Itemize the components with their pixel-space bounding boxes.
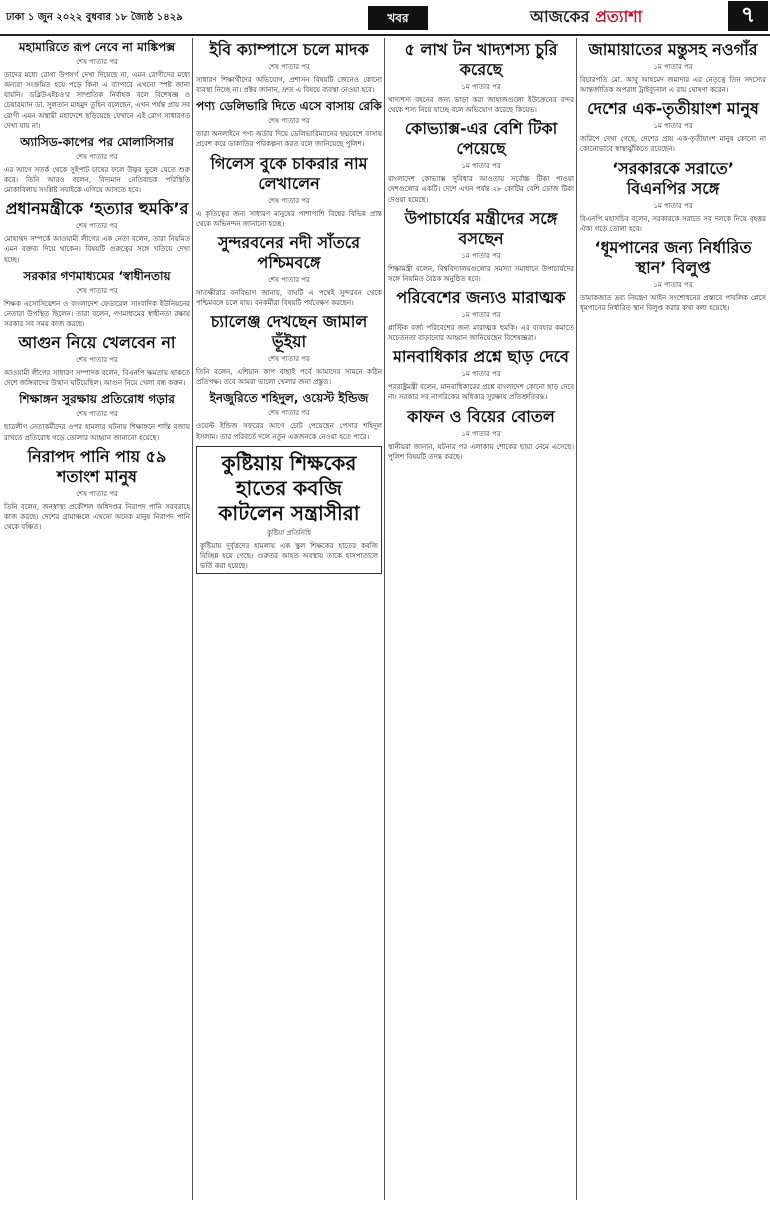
- article-continuation: শেষ পাতার পর: [76, 356, 118, 365]
- article-continuation: শেষ পাতার পর: [268, 409, 310, 418]
- article-headline: ‘ধূমপানের জন্য নির্ধারিত স্থান’ বিলুপ্ত: [594, 237, 752, 277]
- article-body: এর আগে সতর্ক থেকে সুইপাট চাষের ফলে উদ্ভব ভুলে যেতে শুরু করে। তিনি আরও বলেন, বিদ্যমান নেতিবাচক পরিস্থিতি মোকাবিলায় সংশ্লিষ্ট সবাইকে এগিয়ে আসতে হবে।: [4, 165, 190, 195]
- article-body: এ কৃতিত্বের জন্য সাধারণ মানুষের পাশাপাশি বিশ্বের বিভিন্ন প্রান্ত থেকে অভিনন্দন জানানো হচ্ছে।: [196, 209, 382, 228]
- article-continuation: শেষ পাতার পর: [268, 117, 310, 126]
- article-headline: অ্যাসিড-কাপের পর মোলাসিসার: [20, 134, 174, 149]
- article-continuation: ১ম পাতার পর: [461, 429, 501, 438]
- article-body: তারা অনলাইনে পণ্য অর্ডার দিয়ে ডেলিভারিম্যানের ছদ্মবেশে বাসায় প্রবেশ করে ডাকাতির পরিকল্পনা করত বলে জানিয়েছে পুলিশ।: [196, 130, 382, 149]
- article: [388, 288, 574, 343]
- article-body: তিনি বলেন, এশিয়ান কাপ বাছাই পর্বে আমাদের সামনে কঠিন প্রতিপক্ষ। তবে আমরা ভালো খেলার জন্য প্রস্তুত।: [196, 368, 382, 387]
- article-headline: ইবি ক্যাম্পাসে চলে মাদক: [209, 40, 369, 59]
- article-headline: প্রধানমন্ত্রীকে ‘হত্যার হুমকি’র: [5, 199, 189, 219]
- article: [196, 154, 382, 229]
- article-body: স্থানীয়রা জানান, ঘটনার পর এলাকায় শোকের ছায়া নেমে এসেছে। পুলিশ বিষয়টি তদন্ত করছে।: [388, 442, 574, 461]
- column-3: [388, 38, 574, 1200]
- article-headline: নিরাপদ পানি পায় ৫৯ শতাংশ মানুষ: [27, 446, 167, 486]
- article-headline: ‘সরকারকে সরাতে’ বিএনপির সঙ্গে: [612, 158, 734, 198]
- article: [196, 391, 382, 441]
- article: [4, 333, 190, 388]
- article-body: খাদ্যশস্য বহনের জন্য ভাড়া করা জাহাজগুলো ইউক্রেনের বন্দর থেকে শস্য নিয়ে যাচ্ছে বলে অভিযোগ করেছে কিয়েভ।: [388, 96, 574, 115]
- article-headline: ইনজুরিতে শহিদুল, ওয়েস্ট ইন্ডিজ: [209, 391, 369, 406]
- article-continuation: ১ম পাতার পর: [461, 83, 501, 91]
- article-body: বিএনপি মহাসচিব বলেন, সরকারকে সরাতে সব দলকে নিয়ে বৃহত্তর ঐক্য গড়ে তোলা হবে।: [580, 214, 766, 233]
- article-continuation: ১ম পাতার পর: [461, 251, 501, 260]
- article-continuation: শেষ পাতার পর: [76, 222, 118, 231]
- article-headline: সুন্দরবনের নদী সাঁতরে পশ্চিমবঙ্গে: [217, 232, 360, 272]
- article: [196, 40, 382, 95]
- column-2: [196, 38, 382, 1200]
- column-divider: [576, 38, 577, 1200]
- article-continuation: ১ম পাতার পর: [653, 63, 693, 71]
- article-continuation: ১ম পাতার পর: [461, 310, 501, 319]
- article-headline: জামায়াতের মন্তুসহ নওগাঁর: [588, 40, 758, 59]
- article-headline: আগুন নিয়ে খেলবেন না: [18, 333, 176, 353]
- article: [4, 392, 190, 442]
- article-body: আওয়ামী লীগের সাধারণ সম্পাদক বলেন, বিএনপি ক্ষমতায় থাকতে দেশে জঙ্গিবাদের উত্থান ঘটিয়েছিল। আগুন নিয়ে খেলা বন্ধ করুন।: [4, 369, 190, 388]
- article: [388, 347, 574, 402]
- article-continuation: শেষ পাতার পর: [76, 286, 118, 295]
- article-headline: কাফন ও বিয়ের বোতল: [407, 406, 555, 426]
- article-headline: চ্যালেঞ্জ দেখছেন জামাল ভূঁইয়া: [210, 312, 368, 352]
- column-divider: [384, 38, 385, 1200]
- column-4: [580, 38, 766, 1200]
- article-continuation: শেষ পাতার পর: [76, 58, 118, 66]
- article-headline: দেশের এক-তৃতীয়াংশ মানুষ: [587, 99, 759, 119]
- article-headline: কুষ্টিয়ায় শিক্ষকের হাতের কবজি কাটলেন সন্ত্রাসীরা: [218, 450, 360, 525]
- article-headline: পরিবেশের জন্যও মারাত্মক: [396, 287, 566, 307]
- article-continuation: শেষ পাতার পর: [76, 489, 118, 498]
- article-headline: মানবাধিকার প্রশ্নে ছাড় দেবে: [393, 347, 569, 367]
- article-headline: শিক্ষাঙ্গন সুরক্ষায় প্রতিরোধ গড়ার: [19, 392, 175, 407]
- article: [580, 238, 766, 313]
- article: [4, 135, 190, 195]
- article: [196, 99, 382, 149]
- article: [580, 40, 766, 95]
- page-number: ৭: [728, 1, 768, 31]
- article-continuation: ১ম পাতার পর: [653, 122, 693, 131]
- article: [4, 269, 190, 329]
- article: [580, 159, 766, 234]
- article-body: পররাষ্ট্রমন্ত্রী বলেন, মানবাধিকারের প্রশ্নে বাংলাদেশ কোনো ছাড় দেবে না। সরকার সব নাগরিকের অধিকার সুরক্ষায় প্রতিশ্রুতিবদ্ধ।: [388, 383, 574, 402]
- article: [4, 40, 190, 131]
- article: [388, 209, 574, 284]
- column-1: [4, 38, 190, 1200]
- article-continuation: শেষ পাতার পর: [268, 63, 310, 71]
- newspaper-logo: [530, 4, 642, 31]
- article: [4, 447, 190, 532]
- article-body: জরিপে দেখা গেছে, দেশের প্রায় এক-তৃতীয়াংশ মানুষ কোনো না কোনোভাবে স্বাস্থ্যঝুঁকিতে রয়েছেন।: [580, 135, 766, 154]
- article-body: সাতক্ষীরার বনবিভাগ জানায়, বাঘটি এ পথেই সুন্দরবন থেকে পশ্চিমবঙ্গে চলে যায়। বনকর্মীরা বিষয়টি পর্যবেক্ষণ করছেন।: [196, 288, 382, 307]
- section-label: খবর: [368, 6, 428, 30]
- column-divider: [192, 38, 193, 1200]
- article-continuation: শেষ পাতার পর: [76, 410, 118, 419]
- article-body: তিনি বলেন, জনস্বাস্থ্য প্রকৌশল অধিদপ্তর নিরাপদ পানি সরবরাহে কাজ করছে। দেশের গ্রামাঞ্চলে এখনো অনেক মানুষ নিরাপদ পানি থেকে বঞ্চিত।: [4, 502, 190, 531]
- article-continuation: ১ম পাতার পর: [461, 162, 501, 171]
- article-continuation: শেষ পাতার পর: [268, 355, 310, 364]
- masthead-date: ঢাকা ১ জুন ২০২২ বুধবার ১৮ জ্যৈষ্ঠ ১৪২৯: [6, 12, 183, 23]
- article-continuation: শেষ পাতার পর: [268, 196, 310, 205]
- article-headline: উপাচার্যের মন্ত্রীদের সঙ্গে বসছেন: [404, 208, 558, 248]
- logo-accent: প্রত্যাশা: [594, 7, 643, 26]
- article-body: সাধারণ শিক্ষার্থীদের অভিযোগ, প্রশাসন বিষয়টি জেনেও কোনো ব্যবস্থা নিচ্ছে না। প্রক্টর জানান, দ্রুত এ বিষয়ে ব্যবস্থা নেওয়া হবে।: [196, 76, 382, 95]
- article-continuation: শেষ পাতার পর: [76, 152, 118, 161]
- article-body: ওয়েস্ট ইন্ডিজ সফরের আগে চোট পেয়েছেন পেসার শহিদুল ইসলাম। তার পরিবর্তে দলে নতুন একজনকে নেওয়া হতে পারে।: [196, 422, 382, 441]
- article-headline: সরকার গণমাধ্যমের ‘স্বাধীনতায়: [23, 268, 171, 283]
- article-body: প্লাস্টিক বর্জ্য পরিবেশের জন্য মারাত্মক হুমকি। এর ব্যবহার কমাতে সচেতনতা বাড়ানোর আহ্বান জানিয়েছেন বিশেষজ্ঞরা।: [388, 323, 574, 343]
- article-body: তামাকজাত দ্রব্য নিয়ন্ত্রণ আইন সংশোধনের প্রস্তাবে পাবলিক প্লেসে ধূমপানের নির্ধারিত স্থান বিলুপ্ত করার কথা বলা হয়েছে।: [580, 293, 766, 312]
- article: [4, 199, 190, 264]
- article-headline: পণ্য ডেলিভারি দিতে এসে বাসায় রেকি: [196, 99, 382, 114]
- article: [388, 119, 574, 204]
- article: [388, 40, 574, 115]
- article-continuation: শেষ পাতার পর: [268, 275, 310, 284]
- article-body: ছাত্রলীগ নেতাকর্মীদের ওপর হামলার ঘটনায় শিক্ষাঙ্গনে শান্তি বজায় রাখতে প্রতিরোধ গড়ে তোলার আহ্বান জানানো হয়েছে।: [4, 423, 190, 442]
- masthead: [0, 0, 770, 36]
- article-body: শিক্ষামন্ত্রী বলেন, বিশ্ববিদ্যালয়গুলোর সমস্যা সমাধানে উপাচার্যদের সঙ্গে নিয়মিত বৈঠক অনুষ্ঠিত হবে।: [388, 264, 574, 283]
- feature-article: [196, 446, 382, 574]
- article-body: মোহাম্মদ সম্পর্কে আওয়ামী লীগের এক নেতা বলেন, তারা নিয়মিত এমন বক্তব্য দিয়ে থাকেন। বিষয়টি গুরুত্বের সঙ্গে খতিয়ে দেখা হচ্ছে।: [4, 235, 190, 264]
- article: [196, 233, 382, 308]
- article-continuation: ১ম পাতার পর: [653, 201, 693, 210]
- article-continuation: ১ম পাতার পর: [461, 370, 501, 379]
- article-body: বিচারপতি মো. আবু আহমেদ জমাদার এর নেতৃত্বে তিন সদস্যের আন্তর্জাতিক অপরাধ ট্রাইব্যুনাল এ রায় ঘোষণা করেন।: [580, 76, 766, 95]
- article: [196, 312, 382, 387]
- article-headline: ৫ লাখ টন খাদ্যশস্য চুরি করেছে: [404, 40, 558, 79]
- article-body: তাদের মধ্যে রোগা উপসর্গ দেখা দিয়েছে না, এমন রোগীদের মধ্যে অন্যরা সংক্রমিত হয়ে পড়ে কিনা এ ব্যাপারে এখনো স্পষ্ট জানা যায়নি। ডব্লিউএইচও'র সাম্প্রতিক নির্বাহক বলে বিশেষজ্ঞ ও চেয়ারম্যান ডা. সুলতান মাহমুদ তুহিন বলেছেন, এখন পর্যন্ত প্রায় সব রোগী এমন অস্থায়ী মহাদেশে ছড়িয়েছে যেখানে এই রোগ সাধারণত দেখা যায় না।: [4, 71, 190, 130]
- article-body: শিক্ষক এসোসিয়েশন ও বাংলাদেশ ফেডারেল সাংবাদিক ইউনিয়নের নেতারা উপস্থিত ছিলেন। তারা বলেন, গণমাধ্যমের স্বাধীনতা রক্ষায় সরকার সব সময় কাজ করছে।: [4, 299, 190, 328]
- article-byline: কুষ্টিয়া প্রতিনিধি: [266, 528, 312, 537]
- article: [580, 99, 766, 154]
- article-headline: মহামারিতে রূপ নেবে না মাঙ্কিপক্স: [18, 40, 176, 54]
- article-headline: গিলেস বুকে চাকরার নাম লেখালেন: [210, 153, 368, 193]
- logo-main: আজকের: [530, 7, 590, 26]
- article: [388, 407, 574, 462]
- article-body: বাংলাদেশ কোভ্যাক্স সুবিধার আওতায় সর্বোচ্চ টিকা পাওয়া দেশগুলোর একটি। দেশে এখন পর্যন্ত ২৮ কোটির বেশি ডোজ টিকা দেওয়া হয়েছে।: [388, 175, 574, 204]
- article-body: কুষ্টিয়ায় দুর্বৃত্তদের হামলায় এক স্কুল শিক্ষকের হাতের কবজি বিচ্ছিন্ন হয়ে গেছে। গুরুতর আহত অবস্থায় তাকে হাসপাতালে ভর্তি করা হয়েছে।: [200, 541, 378, 570]
- article-continuation: ১ম পাতার পর: [653, 280, 693, 289]
- article-headline: কোভ্যাক্স-এর বেশি টিকা পেয়েছে: [404, 119, 558, 159]
